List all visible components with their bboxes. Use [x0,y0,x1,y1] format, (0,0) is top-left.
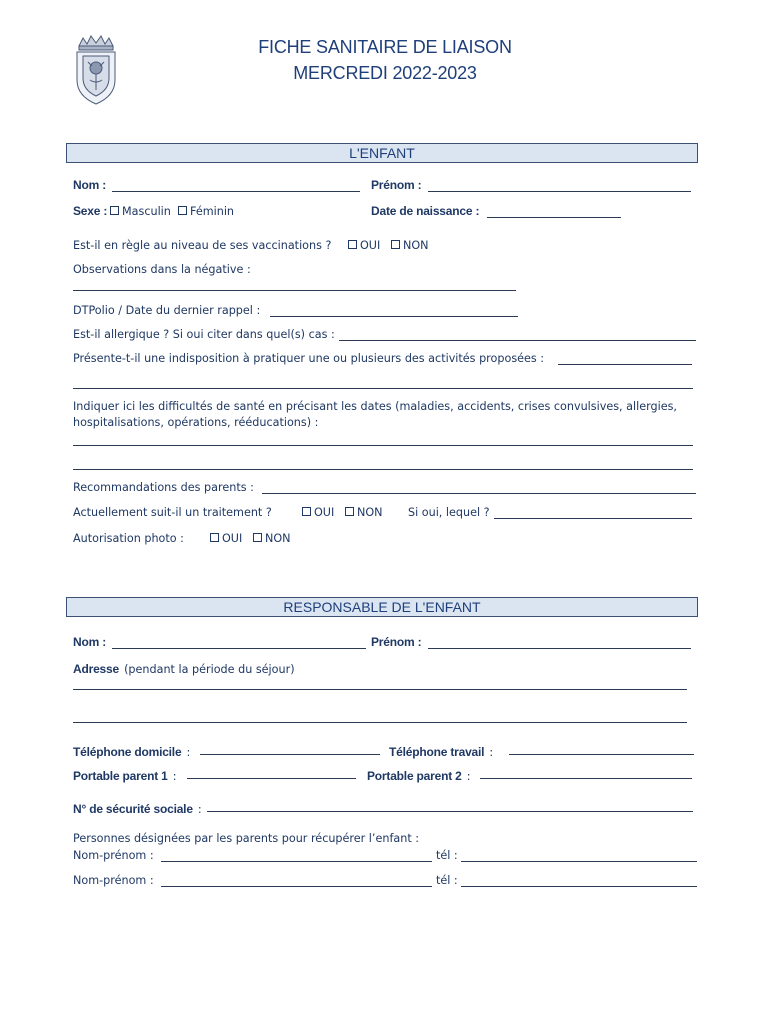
vaccinations-non-label: NON [402,239,429,252]
responsable-nom-field[interactable] [112,648,366,649]
vaccinations-oui-label: OUI [360,239,381,252]
lequel-label: Si oui, lequel ? [408,506,490,519]
difficultes-field-2[interactable] [73,469,693,470]
sexe-options [110,205,234,219]
responsable-prenom-field[interactable] [428,648,691,649]
dtpolio-label: DTPolio / Date du dernier rappel : [73,304,261,317]
traitement-oui-checkbox[interactable] [302,507,311,516]
enfant-prenom-label: Prénom : [371,178,422,192]
traitement-non-label: NON [356,506,383,519]
tel-field-2[interactable] [461,886,697,887]
vaccinations-oui-checkbox[interactable] [348,240,357,249]
tel-travail-label: Téléphone travail [389,745,485,759]
tel-travail-field[interactable] [509,754,694,755]
dtpolio-field[interactable] [270,316,518,317]
difficultes-field-1[interactable] [73,445,693,446]
tel-travail-row [389,741,493,760]
recommandations-label: Recommandations des parents : [73,481,254,494]
traitement-non-checkbox[interactable] [345,507,354,516]
allergique-field[interactable] [339,340,696,341]
tel-domicile-field[interactable] [200,754,380,755]
responsable-nom-label: Nom : [73,635,106,649]
adresse-label: Adresse [73,662,119,676]
responsable-prenom-label: Prénom : [371,635,422,649]
vaccinations-question: Est-il en règle au niveau de ses vaccinations ? [73,239,332,252]
vaccinations-options [348,239,429,253]
tel-field-1[interactable] [461,861,697,862]
masculin-label: Masculin [122,205,171,218]
enfant-nom-field[interactable] [112,191,360,192]
form-subtitle: MERCREDI 2022-2023 [293,63,477,83]
portable1-label: Portable parent 1 [73,769,168,783]
adresse-note: (pendant la période du séjour) [124,663,295,676]
naissance-field[interactable] [487,217,621,218]
adresse-field-2[interactable] [73,722,687,723]
enfant-nom-label: Nom : [73,178,106,192]
enfant-prenom-field[interactable] [428,191,691,192]
sexe-label: Sexe : [73,204,108,218]
tel-label-2: tél : [436,874,458,887]
traitement-options [302,506,383,520]
nom-prenom-field-1[interactable] [161,861,432,862]
personnes-label: Personnes désignées par les parents pour récupérer l’enfant : [73,832,420,845]
difficultes-label-1: Indiquer ici les difficultés de santé en précisant les dates (maladies, accidents, crises convulsives, allergies, [73,400,677,413]
section-heading-enfant: L'ENFANT [66,143,698,163]
traitement-question: Actuellement suit-il un traitement ? [73,506,272,519]
portable1-row [73,765,177,784]
photo-oui-label: OUI [222,532,243,545]
vaccinations-non-checkbox[interactable] [391,240,400,249]
adresse-row [73,658,295,677]
portable2-field[interactable] [480,778,692,779]
secu-field[interactable] [207,811,693,812]
portable1-field[interactable] [187,778,356,779]
difficultes-label-2: hospitalisations, opérations, rééducations) : [73,416,319,429]
masculin-checkbox[interactable] [110,206,119,215]
photo-label: Autorisation photo : [73,532,184,545]
photo-options [210,532,291,546]
portable2-label: Portable parent 2 [367,769,462,783]
photo-oui-checkbox[interactable] [210,533,219,542]
feminin-label: Féminin [190,205,235,218]
indisposition-label: Présente-t-il une indisposition à pratiquer une ou plusieurs des activités proposées : [73,352,545,365]
allergique-label: Est-il allergique ? Si oui citer dans quel(s) cas : [73,328,335,341]
portable2-colon: : [466,770,471,783]
indisposition-field[interactable] [558,364,692,365]
photo-non-checkbox[interactable] [253,533,262,542]
nom-prenom-field-2[interactable] [161,886,432,887]
tel-travail-colon: : [489,746,494,759]
form-title: FICHE SANITAIRE DE LIAISON [258,37,512,57]
section-heading-responsable: RESPONSABLE DE L'ENFANT [66,597,698,617]
lequel-field[interactable] [494,518,692,519]
portable2-row [367,765,471,784]
traitement-oui-label: OUI [314,506,335,519]
secu-label: N° de sécurité sociale [73,802,193,816]
nom-prenom-label-2: Nom-prénom : [73,874,154,887]
nom-prenom-label-1: Nom-prénom : [73,849,154,862]
tel-domicile-colon: : [186,746,191,759]
naissance-label: Date de naissance : [371,204,480,218]
adresse-field-1[interactable] [73,689,687,690]
tel-domicile-label: Téléphone domicile [73,745,182,759]
indisposition-field-2[interactable] [73,388,693,389]
secu-row [73,798,202,817]
recommandations-field[interactable] [262,493,696,494]
observations-label: Observations dans la négative : [73,263,251,276]
tel-domicile-row [73,741,190,760]
tel-label-1: tél : [436,849,458,862]
secu-colon: : [197,803,202,816]
observations-field[interactable] [73,290,516,291]
feminin-checkbox[interactable] [178,206,187,215]
photo-non-label: NON [264,532,291,545]
portable1-colon: : [172,770,177,783]
